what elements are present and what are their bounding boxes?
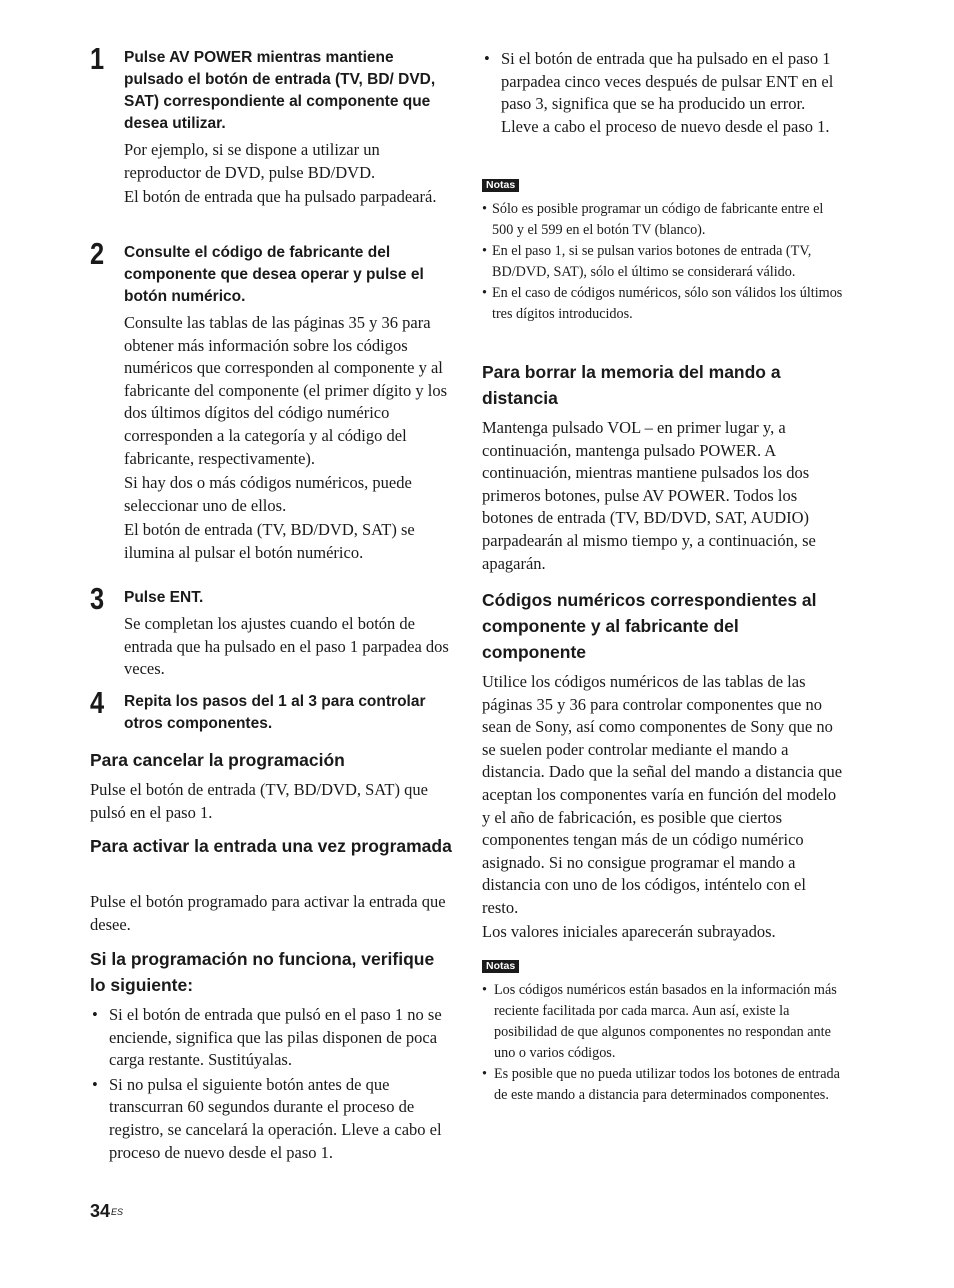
codes-text-initial-values: Los valores iniciales aparecerán subrayados. <box>482 922 776 941</box>
troubleshoot-list <box>90 1004 452 1166</box>
step-paragraph: El botón de entrada (TV, BD/DVD, SAT) se ilumina al pulsar el botón numérico. <box>124 520 415 562</box>
step-number: 1 <box>90 41 105 76</box>
list-item: • En el caso de códigos numéricos, sólo son válidos los últimos tres dígitos introducidos. <box>482 283 844 325</box>
step-paragraph: El botón de entrada que ha pulsado parpadeará. <box>124 187 437 207</box>
activate-text: Pulse el botón programado para activar la entrada que desee. <box>90 892 446 934</box>
step-number: 4 <box>90 685 105 720</box>
step-4 <box>90 685 452 739</box>
activate-heading: Para activar la entrada una vez programada <box>90 836 452 856</box>
notes-list <box>482 199 844 325</box>
step-title: Pulse ENT. <box>124 589 204 606</box>
cancel-text: Pulse el botón de entrada (TV, BD/DVD, SAT) que pulsó en el paso 1. <box>90 780 428 822</box>
codes-text: Utilice los códigos numéricos de las tablas de las páginas 35 y 36 para controlar componentes que no sean de Sony, así como componentes de Sony que no se suelen poder controlar mediante el mando a distancia. Dado que la señal del mando a distancia que aceptan los componentes varía en función del modelo y el año de fabricación, es posible que ciertos componentes tengan más de un código numérico asignado. Si no consigue programar el mando a distancia con uno de los códigos, inténtelo con el resto. <box>482 672 843 917</box>
page-number-value: 34 <box>90 1201 111 1221</box>
codes-heading: Códigos numéricos correspondientes al componente y al fabricante del componente <box>482 590 817 662</box>
step-paragraph: Si hay dos o más códigos numéricos, puede seleccionar uno de ellos. <box>124 473 412 515</box>
list-item: • Los códigos numéricos están basados en la información más reciente facilitada por cada marca. Aun así, existe la posibilidad de que algunos componentes no respondan ante uno o varios códigos. <box>482 980 844 1064</box>
list-item: • En el paso 1, si se pulsan varios botones de entrada (TV, BD/DVD, SAT), sólo el último se considerará válido. <box>482 241 844 283</box>
notes-badge: Notas <box>482 179 519 192</box>
step-title: Consulte el código de fabricante del componente que desea operar y pulse el botón numérico. <box>124 244 424 305</box>
page-number <box>90 1200 123 1222</box>
step-title: Repita los pasos del 1 al 3 para controlar otros componentes. <box>124 693 426 732</box>
step-number: 2 <box>90 236 105 271</box>
cancel-heading: Para cancelar la programación <box>90 750 345 770</box>
step-3 <box>90 581 452 683</box>
list-item: • Si no pulsa el siguiente botón antes de que transcurran 60 segundos durante el proceso de registro, se cancelará la operación. Lleve a cabo el proceso de nuevo desde el paso 1. <box>90 1074 452 1164</box>
step-paragraph: Se completan los ajustes cuando el botón de entrada que ha pulsado en el paso 1 parpadea dos veces. <box>124 614 449 679</box>
list-item: • Es posible que no pueda utilizar todos los botones de entrada de este mando a distancia para determinados componentes. <box>482 1064 844 1106</box>
step-1 <box>90 41 452 211</box>
troubleshoot-heading: Si la programación no funciona, verifique lo siguiente: <box>90 949 435 995</box>
step-paragraph: Por ejemplo, si se dispone a utilizar un reproductor de DVD, pulse BD/DVD. <box>124 140 380 182</box>
erase-text: Mantenga pulsado VOL – en primer lugar y, a continuación, mantenga pulsado POWER. A continuación, mientras mantiene pulsados los dos primeros botones, pulse AV POWER. Todos los botones de entrada (TV, BD/DVD, SAT, AUDIO) parpadearán al mismo tiempo y, a continuación, se apagarán. <box>482 418 816 573</box>
step-paragraph: Consulte las tablas de las páginas 35 y 36 para obtener más información sobre los códigos numéricos que corresponden al componente y al fabricante del componente (el primer dígito y los dos últimos dígitos del código numérico corresponden a la categoría y al código del fabricante, respectivamente). <box>124 313 448 468</box>
erase-heading: Para borrar la memoria del mando a distancia <box>482 362 781 408</box>
error-list <box>482 48 844 140</box>
step-2 <box>90 236 452 567</box>
page-language-suffix: ES <box>111 1207 124 1217</box>
list-item: • Si el botón de entrada que pulsó en el paso 1 no se enciende, significa que las pilas disponen de poca carga restante. Sustitúyalas. <box>90 1004 452 1072</box>
list-item: • Sólo es posible programar un código de fabricante entre el 500 y el 599 en el botón TV (blanco). <box>482 199 844 241</box>
notes-list <box>482 980 844 1106</box>
step-number: 3 <box>90 581 105 616</box>
notes-badge: Notas <box>482 960 519 973</box>
step-title: Pulse AV POWER mientras mantiene pulsado el botón de entrada (TV, BD/ DVD, SAT) correspondiente al componente que desea utilizar. <box>124 49 436 132</box>
list-item: • Si el botón de entrada que ha pulsado en el paso 1 parpadea cinco veces después de pulsar ENT en el paso 3, significa que se ha producido un error. Lleve a cabo el proceso de nuevo desde el paso 1. <box>482 48 844 138</box>
